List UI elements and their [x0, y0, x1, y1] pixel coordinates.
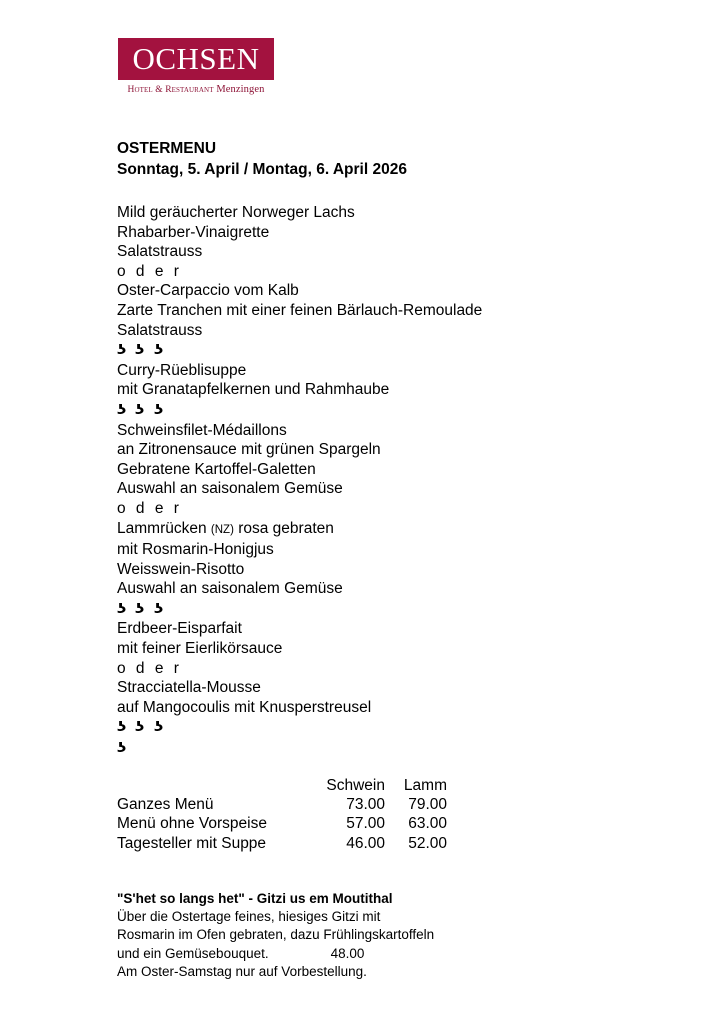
menu-line-lamb	[117, 519, 657, 541]
logo-box	[118, 38, 274, 80]
table-row	[117, 834, 447, 853]
menu-line: Auswahl an saisonalem Gemüse	[117, 580, 343, 598]
menu-line: mit feiner Eierlikörsauce	[117, 640, 283, 658]
menu-line: Salatstrauss	[117, 321, 203, 339]
fleuron-icon: ʖ	[135, 343, 150, 359]
price-label: Ganzes Menü	[117, 796, 214, 814]
logo-tagline-town: Menzingen	[216, 84, 265, 95]
spacer	[117, 180, 657, 203]
menu-line: Rhabarber-Vinaigrette	[117, 223, 270, 241]
menu-line-oder: o d e r	[117, 659, 182, 677]
special-offer-text: und ein Gemüsebouquet.	[117, 945, 269, 961]
lamb-origin-note: (NZ)	[210, 523, 234, 536]
special-offer-line-price	[117, 945, 657, 963]
menu-line: auf Mangocoulis mit Knusperstreusel	[117, 698, 372, 716]
price-lamm: 63.00	[408, 815, 447, 833]
column-header-blank	[117, 776, 307, 795]
menu-line: Mild geräucherter Norweger Lachs	[117, 204, 355, 221]
price-lamm: 52.00	[408, 834, 447, 852]
course-dessert	[117, 619, 657, 717]
price-schwein: 46.00	[346, 834, 385, 852]
course-starter	[117, 203, 657, 340]
logo-tagline-type: Hotel & Restaurant	[127, 85, 214, 95]
special-offer-note: Am Oster-Samstag nur auf Vorbestellung.	[117, 963, 367, 979]
page-title: OSTERMENU	[117, 140, 217, 157]
fleuron-icon: ʖ	[153, 720, 169, 736]
course-divider	[117, 599, 657, 620]
menu-line: Zarte Tranchen mit einer feinen Bärlauch-Remoulade	[117, 301, 483, 319]
menu-line: Schweinsfilet-Médaillons	[117, 421, 287, 439]
course-soup	[117, 361, 657, 400]
fleuron-icon: ʖ	[117, 720, 132, 736]
column-header-schwein: Schwein	[326, 776, 385, 794]
column-header-lamm: Lamm	[403, 776, 447, 794]
table-row	[117, 814, 447, 833]
course-divider	[117, 717, 657, 738]
menu-line: Auswahl an saisonalem Gemüse	[117, 480, 343, 498]
fleuron-icon: ʖ	[117, 741, 132, 757]
menu-line: Erdbeer-Eisparfait	[117, 620, 242, 638]
restaurant-logo	[118, 38, 274, 95]
fleuron-icon: ʖ	[135, 720, 150, 736]
menu-line: Salatstrauss	[117, 243, 203, 261]
price-label: Menü ohne Vorspeise	[117, 815, 267, 833]
course-divider-tail	[117, 738, 657, 759]
course-main	[117, 421, 657, 599]
menu-line: Stracciatella-Mousse	[117, 679, 261, 697]
logo-wordmark: OCHSEN	[132, 40, 260, 76]
special-offer-line: Über die Ostertage feines, hiesiges Gitzi mit	[117, 909, 381, 925]
fleuron-icon: ʖ	[117, 601, 132, 617]
menu-line: mit Rosmarin-Honigjus	[117, 541, 274, 559]
fleuron-icon: ʖ	[135, 402, 150, 418]
logo-tagline	[118, 84, 274, 95]
fleuron-icon: ʖ	[153, 601, 169, 617]
price-schwein: 73.00	[346, 796, 385, 814]
menu-line: Oster-Carpaccio vom Kalb	[117, 282, 299, 300]
special-offer-title: "S'het so langs het" - Gitzi us em Moutithal	[117, 891, 393, 907]
menu-line: mit Granatapfelkernen und Rahmhaube	[117, 381, 390, 399]
special-offer-price: 48.00	[330, 945, 365, 961]
lamb-name: Lammrücken	[117, 519, 211, 537]
menu-line: Weisswein-Risotto	[117, 560, 245, 578]
price-schwein: 57.00	[346, 815, 385, 833]
table-header-row	[117, 776, 447, 795]
page-subtitle: Sonntag, 5. April / Montag, 6. April 2026	[117, 161, 407, 178]
menu-line: Curry-Rüeblisuppe	[117, 361, 247, 379]
menu-line: Gebratene Kartoffel-Galetten	[117, 460, 316, 478]
table-row	[117, 795, 447, 814]
course-divider	[117, 340, 657, 361]
price-lamm: 79.00	[408, 796, 447, 814]
fleuron-icon: ʖ	[135, 601, 150, 617]
price-table	[117, 776, 447, 854]
lamb-preparation: rosa gebraten	[233, 519, 334, 537]
fleuron-icon: ʖ	[117, 343, 132, 359]
fleuron-icon: ʖ	[153, 343, 169, 359]
fleuron-icon: ʖ	[153, 402, 169, 418]
menu-line-oder: o d e r	[117, 262, 182, 280]
menu-line: an Zitronensauce mit grünen Spargeln	[117, 441, 381, 459]
menu-content	[117, 138, 657, 981]
special-offer-section	[117, 890, 657, 981]
special-offer-line: Rosmarin im Ofen gebraten, dazu Frühlingskartoffeln	[117, 927, 435, 943]
menu-line-oder: o d e r	[117, 499, 182, 517]
price-label: Tagesteller mit Suppe	[117, 834, 267, 852]
course-divider	[117, 400, 657, 421]
fleuron-icon: ʖ	[117, 402, 132, 418]
